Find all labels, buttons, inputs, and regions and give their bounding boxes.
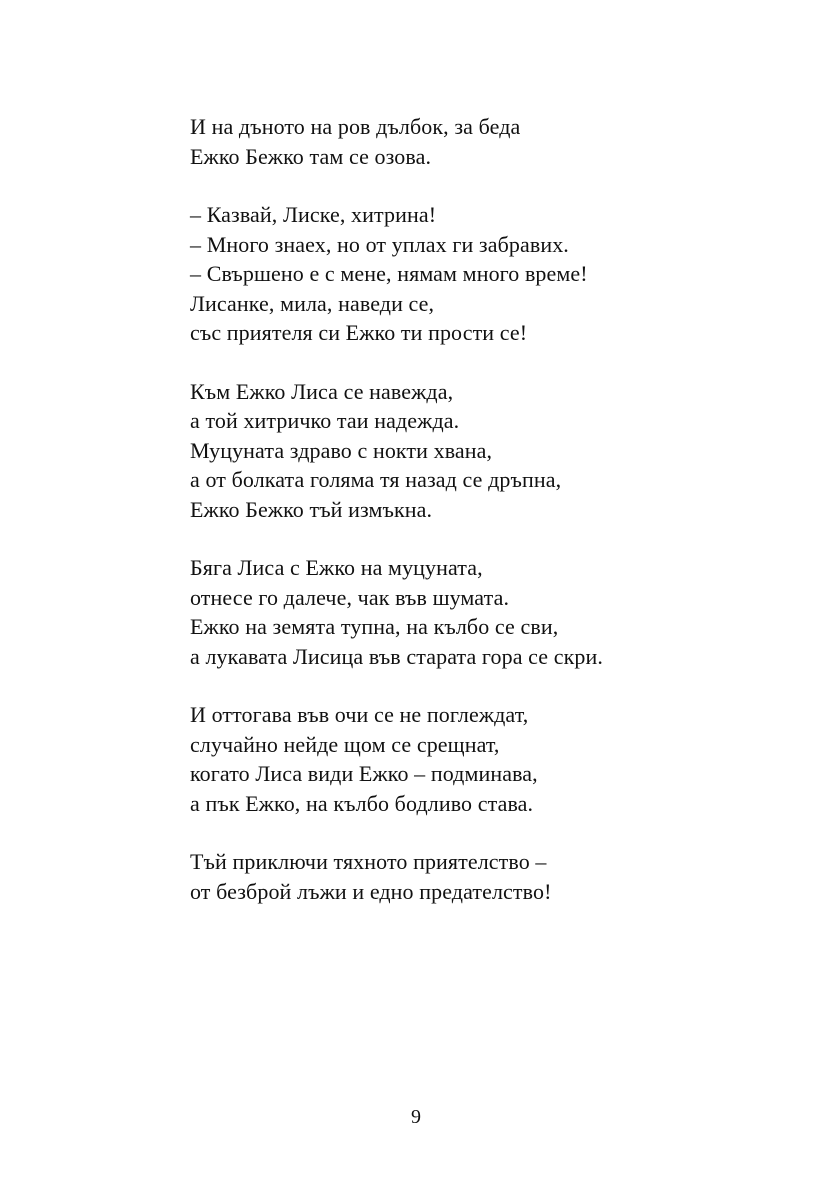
stanza-5: [190, 700, 790, 818]
poem-line: а от болката голяма тя назад се дръпна,: [190, 467, 562, 492]
poem-line: когато Лиса види Ежко – подминава,: [190, 761, 538, 786]
poem-line: И оттогава във очи се не поглеждат,: [190, 702, 529, 727]
poem-line: а лукавата Лисица във старата гора се скри.: [190, 643, 603, 669]
stanza-3: [190, 377, 790, 525]
poem-line: а той хитричко таи надежда.: [190, 408, 460, 433]
stanza-4: [190, 553, 790, 671]
page-number: 9: [411, 1106, 421, 1128]
poem-line: И на дъното на ров дълбок, за беда: [190, 114, 521, 139]
poem-line: Ежко на земята тупна, на кълбо се сви,: [190, 614, 559, 639]
poem-line: – Много знаех, но от уплах ги забравих.: [190, 231, 569, 257]
poem-line: Към Ежко Лиса се навежда,: [190, 378, 454, 404]
stanza-2: [190, 200, 790, 348]
poem-line: Тъй приключи тяхното приятелство –: [190, 849, 547, 874]
poem-text: [190, 112, 790, 935]
poem-line: случайно нейде щом се срещнат,: [190, 731, 500, 757]
poem-line: Муцуната здраво с нокти хвана,: [190, 437, 493, 463]
poem-line: отнесе го далече, чак във шумата.: [190, 584, 510, 610]
poem-line: Ежко Бежко там се озова.: [190, 143, 432, 169]
poem-line: – Казвай, Лиске, хитрина!: [190, 202, 437, 227]
stanza-1: [190, 112, 790, 171]
stanza-6: [190, 847, 790, 906]
poem-line: от безброй лъжи и едно предателство!: [190, 878, 552, 904]
poem-line: Лисанке, мила, наведи се,: [190, 290, 435, 316]
poem-line: Ежко Бежко тъй измъкна.: [190, 496, 433, 522]
poem-line: – Свършено е с мене, нямам много време!: [190, 261, 588, 286]
poem-line: Бяга Лиса с Ежко на муцуната,: [190, 555, 483, 580]
poem-line: със приятеля си Ежко ти прости се!: [190, 320, 528, 345]
poem-line: а пък Ежко, на кълбо бодливо става.: [190, 790, 534, 816]
